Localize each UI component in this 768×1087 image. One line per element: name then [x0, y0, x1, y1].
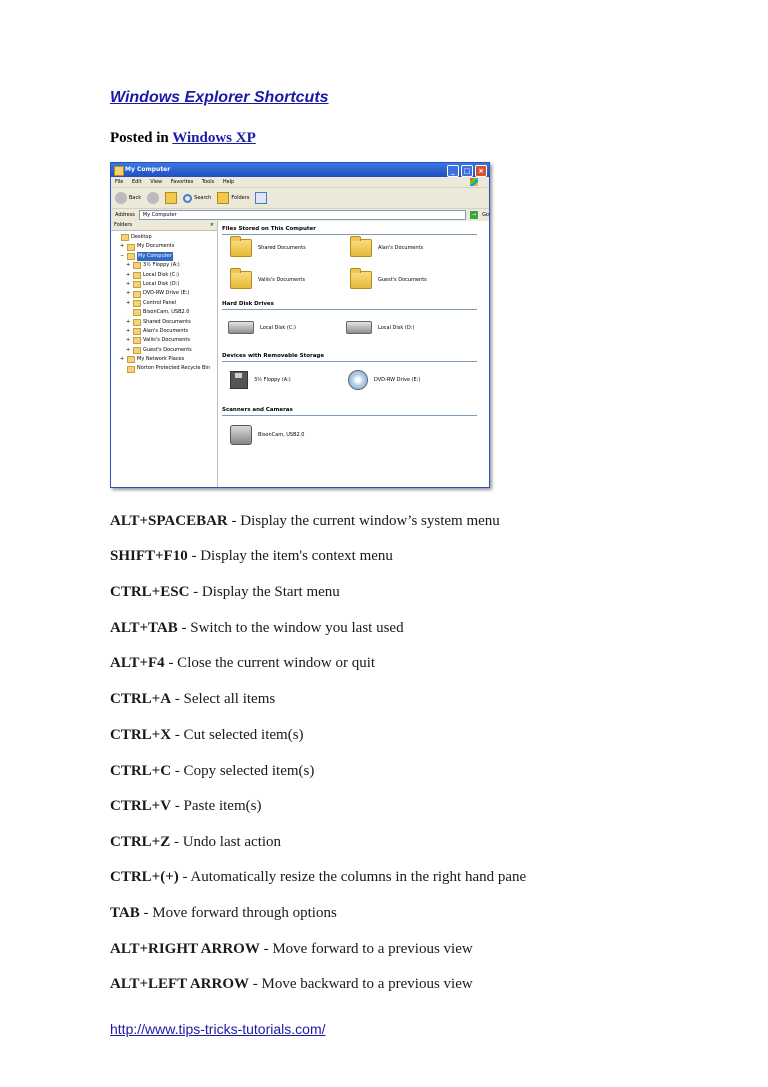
tree-toggle-icon: +: [126, 280, 131, 287]
guests-documents-item: [350, 271, 427, 289]
local-disk-c-item: [228, 321, 296, 334]
shortcut-line: [110, 798, 261, 815]
tree-node-label: BisonCam, USB2.0: [143, 309, 190, 316]
tree-folder-icon: [127, 356, 135, 363]
tree-folder-icon: [133, 300, 141, 307]
shortcut-description: - Switch to the window you last used: [177, 620, 404, 636]
tree-node-label: 3½ Floppy (A:): [143, 262, 180, 269]
item-label: Local Disk (D:): [378, 324, 415, 331]
camera-icon: [230, 425, 252, 445]
tree-toggle-icon: +: [126, 299, 131, 306]
tree-node-label: Local Disk (D:): [143, 280, 180, 287]
tree-node-label: Desktop: [131, 234, 152, 240]
shortcut-description: - Select all items: [171, 691, 276, 707]
content-pane: [218, 221, 489, 487]
tree-node-label: Control Panel: [143, 299, 177, 306]
tree-toggle-icon: +: [120, 356, 125, 363]
shortcut-description: - Close the current window or quit: [164, 655, 376, 671]
address-label: Address: [115, 212, 135, 218]
item-label: Valiis's Documents: [258, 277, 305, 283]
shortcut-line: [110, 976, 473, 993]
tree-folder-icon: [127, 244, 135, 251]
shortcut-keys: CTRL+ESC: [110, 584, 190, 600]
shortcut-line: [110, 513, 500, 530]
tree-node-label: Shared Documents: [143, 318, 191, 325]
item-label: Local Disk (C:): [260, 324, 296, 331]
tree-node-label: Alan's Documents: [143, 327, 189, 334]
tree-node-label: Valiis's Documents: [143, 337, 190, 344]
group-scanners-header: Scanners and Cameras: [222, 406, 477, 416]
shortcut-description: - Copy selected item(s): [171, 763, 315, 779]
shortcut-keys: SHIFT+F10: [110, 548, 188, 564]
tree-node: [111, 336, 217, 345]
folders-pane: [111, 221, 218, 487]
folder-icon: [350, 239, 372, 257]
shortcut-description: - Display the item's context menu: [187, 548, 393, 564]
folders-icon: [217, 192, 229, 204]
folders-close-icon: ×: [209, 222, 214, 228]
shortcut-description: - Undo last action: [170, 834, 282, 850]
shortcut-keys: CTRL+X: [110, 727, 172, 743]
tree-node: [111, 308, 217, 317]
tree-node: [111, 364, 217, 373]
shortcut-line: [110, 655, 375, 672]
address-bar: [111, 208, 489, 221]
back-arrow-icon: [115, 192, 127, 204]
shortcut-keys: CTRL+A: [110, 691, 172, 707]
tree-toggle-icon: +: [126, 262, 131, 269]
window-controls: [447, 165, 487, 177]
tree-node-label: Guest's Documents: [143, 346, 192, 353]
back-button: [115, 192, 141, 204]
item-label: BisonCam, USB2.0: [258, 432, 305, 438]
views-icon: [255, 192, 267, 204]
shortcut-description: - Automatically resize the columns in the right hand pane: [178, 869, 527, 885]
search-label: Search: [194, 195, 212, 201]
shortcut-keys: CTRL+Z: [110, 834, 171, 850]
tree-toggle-icon: +: [126, 346, 131, 353]
tree-node: [111, 289, 217, 298]
menu-file: File: [115, 179, 124, 185]
valiis-documents-item: [230, 271, 305, 289]
tree-node-label: Norton Protected Recycle Bin: [137, 365, 210, 372]
shortcut-keys: TAB: [110, 905, 140, 921]
shortcut-keys: ALT+SPACEBAR: [110, 513, 228, 529]
tree-folder-icon: [133, 272, 141, 279]
item-label: Shared Documents: [258, 245, 306, 251]
shortcut-keys: CTRL+V: [110, 798, 172, 814]
tree-folder-icon: [133, 262, 141, 269]
tree-folder-icon: [127, 253, 135, 260]
folders-label: Folders: [231, 195, 250, 201]
search-icon: [183, 194, 192, 203]
shortcut-keys: CTRL+C: [110, 763, 172, 779]
tree-node: [111, 242, 217, 251]
tree-node-label: DVD-RW Drive (E:): [143, 290, 190, 297]
tree-toggle-icon: +: [126, 318, 131, 325]
tree-node: [111, 355, 217, 364]
tree-toggle-icon: +: [126, 271, 131, 278]
tree-node: [111, 261, 217, 270]
page-title[interactable]: Windows Explorer Shortcuts: [110, 89, 329, 106]
shortcut-line: [110, 763, 314, 780]
shortcut-line: [110, 620, 404, 637]
tree-folder-icon: [133, 281, 141, 288]
tree-node: [111, 327, 217, 336]
floppy-drive-item: [230, 371, 291, 389]
shortcut-line: [110, 869, 526, 886]
window-titlebar: [111, 163, 489, 177]
tree-folder-icon: [133, 319, 141, 326]
tree-node: [111, 252, 217, 261]
shortcut-line: [110, 691, 275, 708]
tree-folder-icon: [133, 328, 141, 335]
shortcut-line: [110, 941, 473, 958]
menu-bar: [111, 177, 489, 187]
menu-edit: Edit: [131, 179, 142, 185]
shortcut-description: - Display the Start menu: [189, 584, 340, 600]
shortcut-description: - Cut selected item(s): [171, 727, 304, 743]
folders-button: [217, 192, 249, 204]
shortcut-keys: CTRL+(+): [110, 869, 179, 885]
tree-node: [111, 280, 217, 289]
tree-folder-icon: [121, 234, 129, 241]
group-hdd-header: Hard Disk Drives: [222, 300, 477, 310]
menu-help: Help: [222, 179, 235, 185]
shortcut-description: - Paste item(s): [171, 798, 262, 814]
folder-tree: [111, 231, 217, 374]
tree-node: [111, 299, 217, 308]
windows-logo-icon: [470, 178, 478, 186]
hard-disk-icon: [346, 321, 372, 334]
tree-node-label: My Network Places: [137, 356, 185, 363]
shortcut-keys: ALT+RIGHT ARROW: [110, 941, 260, 957]
shortcut-line: [110, 727, 304, 744]
address-field: My Computer: [139, 210, 466, 220]
folder-icon: [350, 271, 372, 289]
item-label: 3½ Floppy (A:): [254, 377, 291, 383]
category-link[interactable]: Windows XP: [172, 130, 256, 146]
menu-favorites: Favorites: [170, 179, 194, 185]
posted-in-line: [110, 130, 256, 147]
tree-toggle-icon: −: [120, 252, 125, 259]
up-folder-icon: [165, 192, 177, 204]
my-computer-icon: [114, 166, 124, 176]
menu-view: View: [150, 179, 163, 185]
item-label: Alan's Documents: [378, 245, 424, 251]
footer-link[interactable]: http://www.tips-tricks-tutorials.com/: [110, 1021, 326, 1037]
folders-pane-header: [111, 221, 217, 231]
search-button: [183, 194, 211, 203]
tree-folder-icon: [133, 337, 141, 344]
tree-node: [111, 346, 217, 355]
tree-folder-icon: [127, 366, 135, 373]
tree-node-label: Local Disk (C:): [143, 271, 179, 278]
tree-toggle-icon: +: [126, 337, 131, 344]
shortcut-line: [110, 548, 393, 565]
item-label: DVD-RW Drive (E:): [374, 377, 421, 383]
minimize-icon: _: [447, 165, 459, 177]
posted-in-label: Posted in: [110, 130, 169, 146]
shortcut-keys: ALT+LEFT ARROW: [110, 976, 250, 992]
dvd-icon: [348, 370, 368, 390]
shortcut-description: - Display the current window’s system menu: [227, 513, 500, 529]
go-icon: →: [471, 212, 477, 218]
shortcut-keys: ALT+TAB: [110, 620, 178, 636]
shortcut-description: - Move forward through options: [139, 905, 337, 921]
go-label: Go: [482, 212, 489, 218]
tree-node: [111, 271, 217, 280]
local-disk-d-item: [346, 321, 414, 334]
camera-item: [230, 425, 304, 445]
group-files-header: Files Stored on This Computer: [222, 225, 477, 235]
shortcut-description: - Move forward to a previous view: [259, 941, 473, 957]
tree-toggle-icon: +: [126, 327, 131, 334]
forward-arrow-icon: [147, 192, 159, 204]
tree-node-label: My Computer: [137, 252, 173, 261]
tree-toggle-icon: +: [120, 243, 125, 250]
shortcut-line: [110, 584, 340, 601]
folder-icon: [230, 239, 252, 257]
shortcut-line: [110, 834, 281, 851]
tree-node-label: My Documents: [137, 243, 175, 250]
window-title: My Computer: [125, 166, 171, 173]
maximize-icon: □: [461, 165, 473, 177]
tree-folder-icon: [133, 309, 141, 316]
dvd-drive-item: [348, 370, 420, 390]
folders-header-label: Folders: [114, 222, 133, 228]
shortcut-description: - Move backward to a previous view: [249, 976, 473, 992]
menu-tools: Tools: [201, 179, 215, 185]
floppy-icon: [230, 371, 248, 389]
toolbar: [111, 187, 489, 208]
tree-toggle-icon: +: [126, 290, 131, 297]
explorer-screenshot: [110, 162, 490, 488]
shared-documents-item: [230, 239, 306, 257]
item-label: Guest's Documents: [378, 277, 427, 283]
shortcut-line: [110, 905, 337, 922]
tree-folder-icon: [133, 291, 141, 298]
group-removable-header: Devices with Removable Storage: [222, 352, 477, 362]
shortcut-keys: ALT+F4: [110, 655, 165, 671]
folder-icon: [230, 271, 252, 289]
hard-disk-icon: [228, 321, 254, 334]
tree-node: [111, 233, 217, 242]
back-label: Back: [129, 195, 142, 201]
close-icon: ×: [475, 165, 487, 177]
tree-node: [111, 318, 217, 327]
alans-documents-item: [350, 239, 423, 257]
tree-folder-icon: [133, 347, 141, 354]
